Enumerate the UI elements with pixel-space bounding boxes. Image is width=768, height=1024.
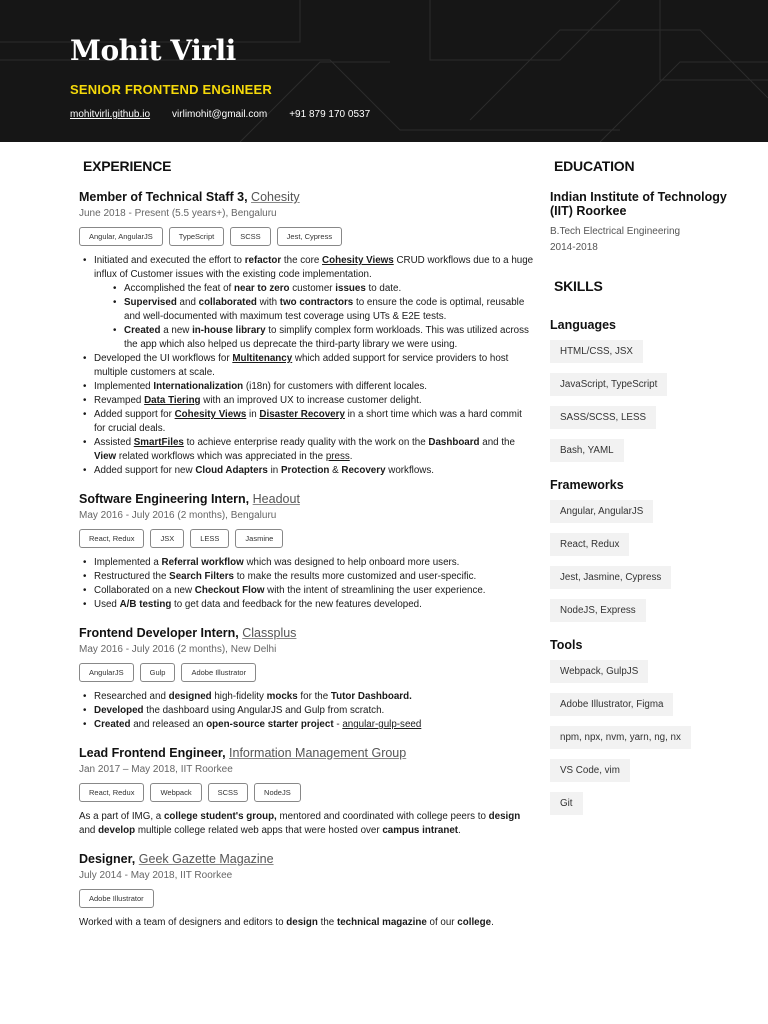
- company-link[interactable]: Classplus: [242, 626, 297, 640]
- job-bullets: [79, 556, 534, 612]
- bullet-item: • Restructured the Search Filters to make the results more customized and user-specific.: [79, 570, 534, 584]
- bullet-item: • Revamped Data Tiering with an improved UX to increase customer delight.: [79, 394, 534, 408]
- tech-tags: [79, 227, 534, 246]
- cohesity-views-link[interactable]: Cohesity Views: [322, 255, 394, 266]
- job-role: Software Engineering Intern,: [79, 492, 250, 506]
- smartfiles-link[interactable]: SmartFiles: [133, 437, 184, 448]
- press-link[interactable]: press: [325, 451, 350, 462]
- bullet-item: • Implemented a Referral workflow which was designed to help onboard more users.: [79, 556, 534, 570]
- resume-header: [0, 0, 768, 142]
- job-role-title: SENIOR FRONTEND ENGINEER: [70, 82, 272, 97]
- job-title: [79, 626, 534, 640]
- tech-tag: Webpack: [150, 783, 201, 802]
- job-title: [79, 190, 534, 204]
- tech-tag: Jasmine: [235, 529, 283, 548]
- job-entry: [79, 190, 534, 478]
- job-description: As a part of IMG, a college student's group, mentored and coordinated with college peers to design and develop multiple college related web apps that were hosted over campus intranet.: [79, 811, 521, 836]
- bullet-item: • Supervised and collaborated with two contractors to ensure the code is optimal, reusable and well-documented with maximum test coverage using UTs & E2E tests.: [109, 296, 534, 324]
- company-link[interactable]: Cohesity: [251, 190, 300, 204]
- education-years: 2014-2018: [550, 242, 598, 253]
- sidebar-column: [550, 158, 730, 825]
- job-title: [79, 746, 534, 760]
- email-text[interactable]: virlimohit@gmail.com: [172, 109, 268, 120]
- tech-tag: Gulp: [140, 663, 176, 682]
- job-dates-location: June 2018 - Present (5.5 years+), Bengaluru: [79, 208, 277, 219]
- tech-tag: Angular, AngularJS: [79, 227, 163, 246]
- company-link[interactable]: Headout: [252, 492, 300, 506]
- skill-chip: SASS/SCSS, LESS: [550, 406, 656, 429]
- tech-tag: TypeScript: [169, 227, 224, 246]
- job-entry: [79, 746, 534, 838]
- job-title: [79, 852, 534, 866]
- bullet-item: • Initiated and executed the effort to refactor the core Cohesity Views CRUD workflows due to a huge influx of Customer issues with the existing code implementation. • Accomplished the feat of near to zero customer issues to date. • Supervised and collaborated with two contractors to ensure the code is optimal, reusable and well-documented with maximum test coverage using UTs & E2E tests. • Created a new in-house library to simplify complex form workloads. This was utilized across the app which also helped us deprecate the third-party library we were using.: [79, 254, 534, 352]
- bullet-item: • Implemented Internationalization (i18n) for customers with different locales.: [79, 380, 534, 394]
- bullet-item: • Assisted SmartFiles to achieve enterprise ready quality with the work on the Dashboard and the View related workflows which was appreciated in the press.: [79, 436, 534, 464]
- skill-chip: JavaScript, TypeScript: [550, 373, 667, 396]
- phone-text: +91 879 170 0537: [289, 109, 371, 120]
- tech-tags: [79, 529, 534, 548]
- bullet-item: • Accomplished the feat of near to zero customer issues to date.: [109, 282, 534, 296]
- experience-heading: EXPERIENCE: [79, 158, 171, 174]
- bullet-item: • Created a new in-house library to simplify complex form workloads. This was utilized across the app which also helped us deprecate the third-party library we were using.: [109, 324, 534, 352]
- job-title: [79, 492, 534, 506]
- skill-chip: HTML/CSS, JSX: [550, 340, 643, 363]
- job-dates-location: July 2014 - May 2018, IIT Roorkee: [79, 870, 233, 881]
- disaster-recovery-link[interactable]: Disaster Recovery: [259, 409, 345, 420]
- candidate-name: Mohit Virli: [70, 34, 236, 67]
- job-entry: [79, 626, 534, 732]
- skill-group-title: Frameworks: [550, 478, 624, 492]
- skill-chip: Angular, AngularJS: [550, 500, 653, 523]
- skill-chip: npm, npx, nvm, yarn, ng, nx: [550, 726, 691, 749]
- skill-chip: VS Code, vim: [550, 759, 630, 782]
- job-dates-location: May 2016 - July 2016 (2 months), New Delhi: [79, 644, 277, 655]
- skills-heading: SKILLS: [550, 278, 603, 294]
- skill-chip: NodeJS, Express: [550, 599, 646, 622]
- education-heading: EDUCATION: [550, 158, 634, 174]
- tech-tag: LESS: [190, 529, 229, 548]
- tech-tag: SCSS: [230, 227, 270, 246]
- job-role: Frontend Developer Intern,: [79, 626, 239, 640]
- tech-tags: [79, 889, 534, 908]
- tech-tag: AngularJS: [79, 663, 134, 682]
- bullet-item: • Created and released an open-source starter project - angular-gulp-seed: [79, 718, 534, 732]
- skill-chip: Jest, Jasmine, Cypress: [550, 566, 671, 589]
- tech-tag: Adobe Illustrator: [79, 889, 154, 908]
- job-bullets: [79, 690, 534, 732]
- header-pattern-decoration: [0, 0, 768, 142]
- tech-tag: Adobe Illustrator: [181, 663, 256, 682]
- bullet-item: • Used A/B testing to get data and feedback for the new features developed.: [79, 598, 534, 612]
- bullet-item: • Developed the dashboard using AngularJS and Gulp from scratch.: [79, 704, 534, 718]
- tech-tag: JSX: [150, 529, 184, 548]
- sub-bullets: [109, 282, 534, 352]
- tech-tag: SCSS: [208, 783, 248, 802]
- job-role: Lead Frontend Engineer,: [79, 746, 226, 760]
- skill-chip: Git: [550, 792, 583, 815]
- tech-tag: React, Redux: [79, 783, 144, 802]
- experience-column: [79, 158, 534, 944]
- tech-tag: Jest, Cypress: [277, 227, 342, 246]
- bullet-item: • Collaborated on a new Checkout Flow with the intent of streamlining the user experience.: [79, 584, 534, 598]
- skill-chip: Adobe Illustrator, Figma: [550, 693, 673, 716]
- skill-chip: Bash, YAML: [550, 439, 624, 462]
- bullet-item: • Added support for new Cloud Adapters in Protection & Recovery workflows.: [79, 464, 534, 478]
- job-dates-location: Jan 2017 – May 2018, IIT Roorkee: [79, 764, 233, 775]
- skill-group-title: Languages: [550, 318, 616, 332]
- bullet-item: • Added support for Cohesity Views in Disaster Recovery in a short time which was a hard commit for crucial deals.: [79, 408, 534, 436]
- tech-tags: [79, 663, 534, 682]
- data-tiering-link[interactable]: Data Tiering: [144, 395, 201, 406]
- job-bullets: [79, 254, 534, 478]
- job-role: Designer,: [79, 852, 136, 866]
- angular-gulp-seed-link[interactable]: angular-gulp-seed: [342, 719, 422, 730]
- tech-tags: [79, 783, 534, 802]
- bullet-item: • Researched and designed high-fidelity mocks for the Tutor Dashboard.: [79, 690, 534, 704]
- skill-group-title: Tools: [550, 638, 583, 652]
- contact-row: [70, 109, 370, 120]
- job-role: Member of Technical Staff 3,: [79, 190, 248, 204]
- skill-chip: React, Redux: [550, 533, 629, 556]
- tech-tag: React, Redux: [79, 529, 144, 548]
- cohesity-views-link[interactable]: Cohesity Views: [174, 409, 247, 420]
- job-entry: [79, 492, 534, 612]
- multitenancy-link[interactable]: Multitenancy: [232, 353, 293, 364]
- bullet-item: • Developed the UI workflows for Multitenancy which added support for service providers to host multiple customers at scale.: [79, 352, 534, 380]
- website-link[interactable]: mohitvirli.github.io: [70, 109, 151, 120]
- tech-tag: NodeJS: [254, 783, 301, 802]
- job-description: Worked with a team of designers and editors to design the technical magazine of our college.: [79, 917, 494, 928]
- skill-chip: Webpack, GulpJS: [550, 660, 648, 683]
- company-link[interactable]: Information Management Group: [229, 746, 407, 760]
- job-entry: [79, 852, 534, 930]
- degree-text: B.Tech Electrical Engineering: [550, 226, 681, 237]
- job-dates-location: May 2016 - July 2016 (2 months), Bengaluru: [79, 510, 277, 521]
- education-details: [550, 224, 730, 256]
- company-link[interactable]: Geek Gazette Magazine: [138, 852, 274, 866]
- school-name: Indian Institute of Technology (IIT) Roorkee: [550, 190, 727, 218]
